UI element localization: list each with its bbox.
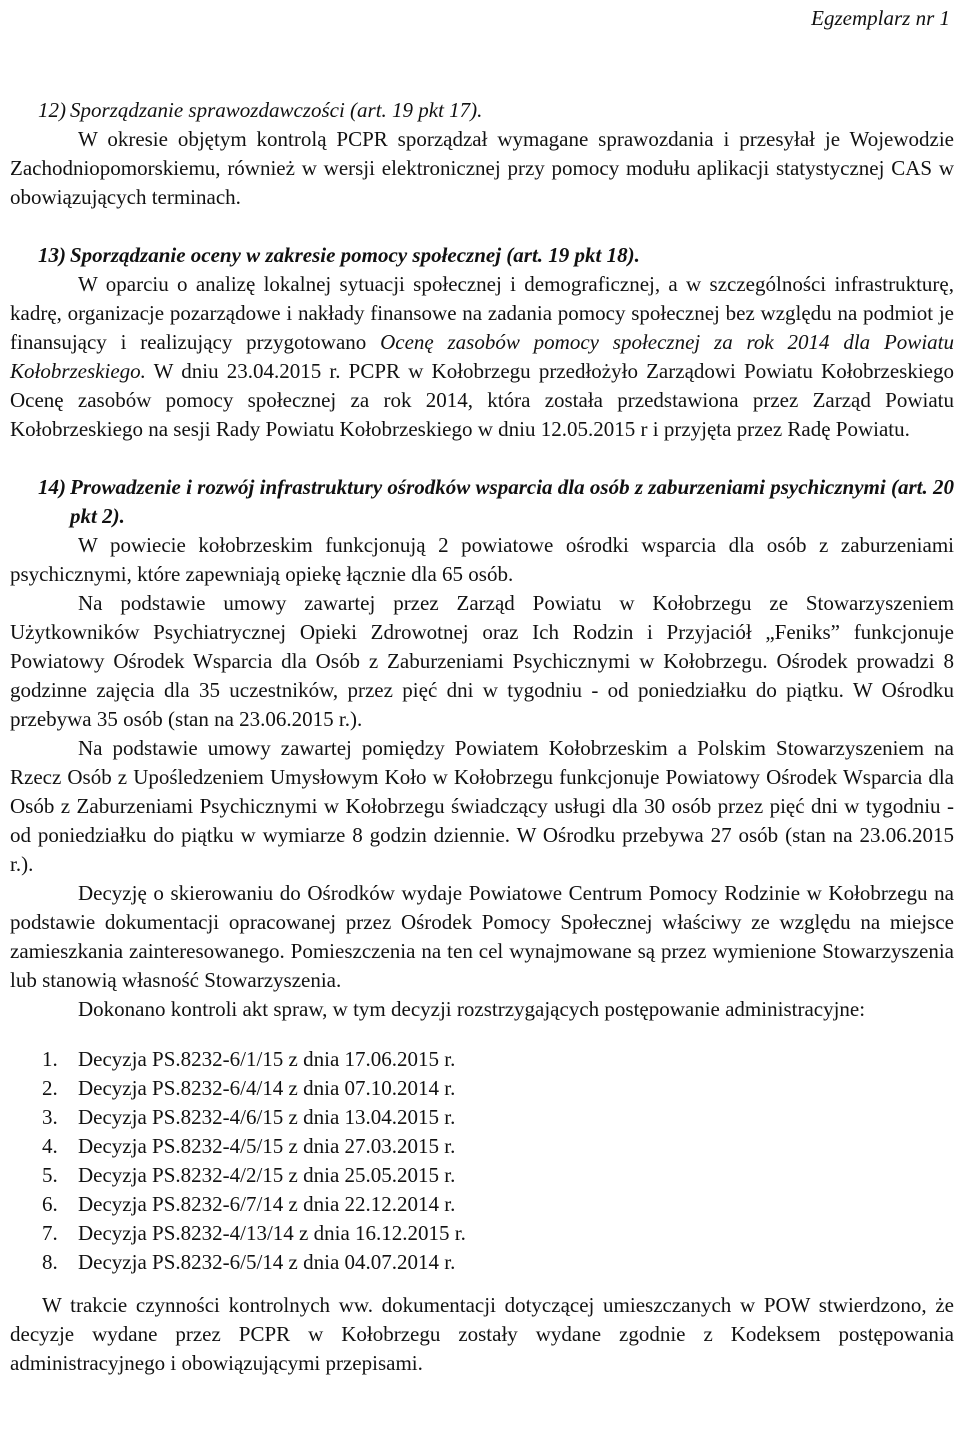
decision-number: 6.: [42, 1192, 58, 1216]
decision-number: 3.: [42, 1105, 58, 1129]
decision-list: [10, 1045, 954, 1277]
section-14-paragraph-3: Na podstawie umowy zawartej pomiędzy Powiatem Kołobrzeskim a Polskim Stowarzyszeniem na Rzecz Osób z Upośledzeniem Umysłowym Koło w Kołobrzegu funkcjonuje Powiatowy Ośrodek Wsparcia dla Osób z Zaburzeniami Psychicznymi w Kołobrzegu świadczący usługi dla 30 osób przez pięć dni w tygodniu - od poniedziałku do piątku w wymiarze 8 godzin dziennie. W Ośrodku przebywa 27 osób (stan na 23.06.2015 r.).: [10, 736, 954, 876]
section-12-body: W okresie objętym kontrolą PCPR sporządzał wymagane sprawozdania i przesyłał je Wojewodzie Zachodniopomorskiemu, również w wersji elektronicznej przy pomocy modułu aplikacji statystycznej CAS w obowiązujących terminach.: [10, 127, 954, 209]
decision-number: 1.: [42, 1047, 58, 1071]
decision-item: [42, 1190, 954, 1219]
decision-text: Decyzja PS.8232-6/1/15 z dnia 17.06.2015 r.: [78, 1047, 456, 1071]
section-13-body-part1: W oparciu o analizę lokalnej sytuacji społecznej i demograficznej, a w szczególności infrastrukturę, kadrę, organizacje pozarządowe i nakłady finansowe na zadania pomocy społecznej bez względu na podmiot je finansujący i realizujący przygotowano: [10, 272, 954, 354]
decision-item: [42, 1219, 954, 1248]
decision-text: Decyzja PS.8232-6/5/14 z dnia 04.07.2014 r.: [78, 1250, 456, 1274]
decision-number: 5.: [42, 1163, 58, 1187]
decision-text: Decyzja PS.8232-4/13/14 z dnia 16.12.2015 r.: [78, 1221, 466, 1245]
section-13-body: [10, 270, 954, 444]
section-13-number: 13): [38, 243, 66, 267]
section-14-heading: [10, 473, 954, 531]
decision-number: 7.: [42, 1221, 58, 1245]
decision-number: 4.: [42, 1134, 58, 1158]
decision-item: [42, 1161, 954, 1190]
decision-text: Decyzja PS.8232-4/5/15 z dnia 27.03.2015 r.: [78, 1134, 456, 1158]
decision-number: 8.: [42, 1250, 58, 1274]
decision-item: [42, 1103, 954, 1132]
decision-text: Decyzja PS.8232-4/6/15 z dnia 13.04.2015 r.: [78, 1105, 456, 1129]
decision-text: Decyzja PS.8232-4/2/15 z dnia 25.05.2015 r.: [78, 1163, 456, 1187]
decision-text: Decyzja PS.8232-6/4/14 z dnia 07.10.2014 r.: [78, 1076, 456, 1100]
decision-item: [42, 1074, 954, 1103]
section-12-heading: [10, 96, 954, 125]
section-12-title: Sporządzanie sprawozdawczości (art. 19 pkt 17).: [70, 98, 483, 122]
decision-text: Decyzja PS.8232-6/7/14 z dnia 22.12.2014 r.: [78, 1192, 456, 1216]
decision-item: [42, 1045, 954, 1074]
section-14-paragraph-5: Dokonano kontroli akt spraw, w tym decyzji rozstrzygających postępowanie administracyjne:: [78, 997, 866, 1021]
section-12-number: 12): [38, 98, 66, 122]
section-13-title: Sporządzanie oceny w zakresie pomocy społecznej (art. 19 pkt 18).: [70, 243, 640, 267]
section-14-paragraph-4: Decyzję o skierowaniu do Ośrodków wydaje Powiatowe Centrum Pomocy Rodzinie w Kołobrzegu na podstawie dokumentacji opracowanej przez Ośrodek Pomocy Społecznej właściwy ze względu na miejsce zamieszkania zainteresowanego. Pomieszczenia na ten cel wynajmowane są przez wymienione Stowarzyszenia lub stanowią własność Stowarzyszenia.: [10, 881, 954, 992]
section-13-heading: [10, 241, 954, 270]
document-body: [10, 96, 954, 1378]
section-14-number: 14): [38, 475, 66, 499]
section-13-body-part2: W dniu 23.04.2015 r. PCPR w Kołobrzegu przedłożyło Zarządowi Powiatu Kołobrzeskiego Ocenę zasobów pomocy społecznej za rok 2014, która została przedstawiona przez Zarząd Powiatu Kołobrzeskiego na sesji Rady Powiatu Kołobrzeskiego w dniu 12.05.2015 r i przyjęta przez Radę Powiatu.: [10, 359, 954, 441]
section-13-body-italic: Ocenę zasobów pomocy społecznej za rok 2014 dla Powiatu Kołobrzeskiego.: [10, 330, 954, 383]
decision-item: [42, 1248, 954, 1277]
closing-paragraph: W trakcie czynności kontrolnych ww. dokumentacji dotyczącej umieszczanych w POW stwierdzono, że decyzje wydane przez PCPR w Kołobrzegu zostały wydane zgodnie z Kodeksem postępowania administracyjnego i obowiązującymi przepisami.: [10, 1293, 954, 1375]
section-14-paragraph-1: W powiecie kołobrzeskim funkcjonują 2 powiatowe ośrodki wsparcia dla osób z zaburzeniami psychicznymi, które zapewniają opiekę łącznie dla 65 osób.: [10, 533, 954, 586]
copy-number-header: Egzemplarz nr 1: [811, 6, 950, 30]
decision-number: 2.: [42, 1076, 58, 1100]
section-14-paragraph-2: Na podstawie umowy zawartej przez Zarząd Powiatu w Kołobrzegu ze Stowarzyszeniem Użytkowników Psychiatrycznej Opieki Zdrowotnej oraz Ich Rodzin i Przyjaciół „Feniks” funkcjonuje Powiatowy Ośrodek Wsparcia dla Osób z Zaburzeniami Psychicznymi w Kołobrzegu. Ośrodek prowadzi 8 godzinne zajęcia dla 35 uczestników, przez pięć dni w tygodniu - od poniedziałku do piątku. W Ośrodku przebywa 35 osób (stan na 23.06.2015 r.).: [10, 591, 954, 731]
section-14-title: Prowadzenie i rozwój infrastruktury ośrodków wsparcia dla osób z zaburzeniami psychicznymi (art. 20 pkt 2).: [70, 475, 954, 528]
decision-item: [42, 1132, 954, 1161]
